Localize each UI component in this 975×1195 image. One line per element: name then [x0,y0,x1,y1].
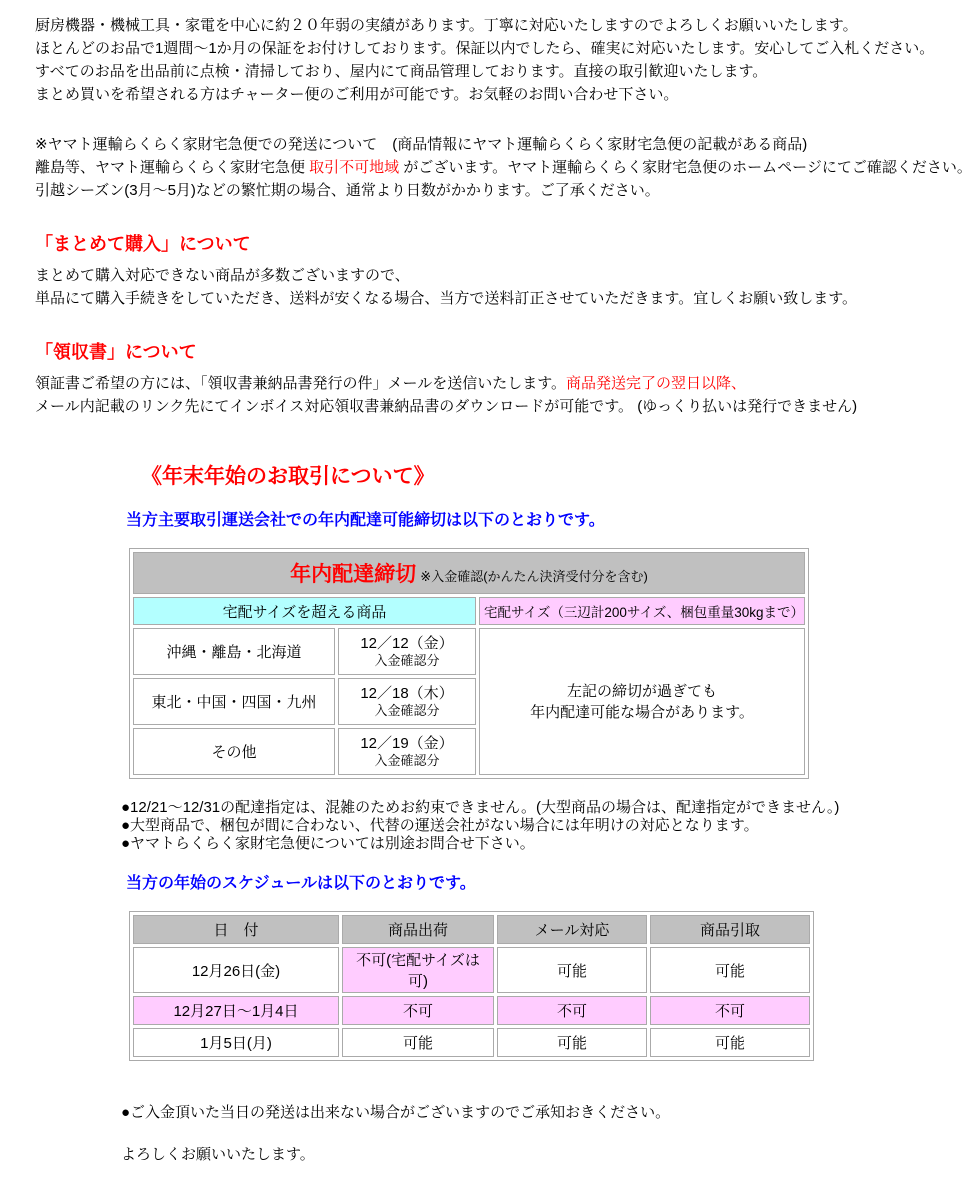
intro-line: すべてのお品を出品前に点検・清掃しており、屋内にて商品管理しております。直接の取引歓迎いたします。 [35,63,768,80]
receipt-text: 領証書ご希望の方には、「領収書兼納品書発行の件」メールを送信いたします。 [35,375,567,392]
new-year-schedule-table [129,911,814,1061]
pickup-status-cell: 可能 [650,1028,810,1057]
parcel-note-line: 年内配達可能な場合があります。 [530,703,754,721]
parcel-size-note-cell [479,628,805,775]
no-service-area-warning: 取引不可地域 [309,159,400,176]
parcel-note-line: 左記の締切が過ぎても [566,682,717,700]
deadline-note: 入金確認分 [374,702,440,718]
shipping-status-cell: 可能 [342,1028,494,1057]
table-subheader-row [133,597,805,625]
deadline-cell [338,678,476,725]
receipt-timing-note: 商品発送完了の翌日以降、 [566,375,747,392]
deadline-date: 12／12（金） [360,634,454,652]
region-cell: その他 [133,728,335,775]
delivery-deadline-table [129,548,809,779]
receipt-paragraph [35,372,975,418]
yamato-note-line: ※ヤマト運輸らくらく家財宅急便での発送について (商品情報にヤマト運輸らくらく家財宅急便の記載がある商品) [35,136,808,153]
column-header-pickup: 商品引取 [650,915,810,944]
deadline-cell [338,728,476,775]
intro-line: 厨房機器・機械工具・家電を中心に約２０年弱の実績があります。丁寧に対応いたしますのでよろしくお願いいたします。 [35,17,858,34]
table-title-cell [133,552,805,594]
pickup-status-cell: 不可 [650,996,810,1025]
schedule-date-cell: 12月27日～1月4日 [133,996,339,1025]
table-row [133,628,805,675]
receipt-heading: 「領収書」について [35,342,197,362]
table-row [133,1028,810,1057]
region-cell: 東北・中国・四国・九州 [133,678,335,725]
intro-paragraph [35,14,975,106]
deadline-date: 12／18（木） [360,684,454,702]
receipt-line [35,372,975,395]
delivery-deadline-lead: 当方主要取引運送会社での年内配達可能締切は以下のとおりです。 [126,512,605,529]
shipping-status-cell: 不可 [342,996,494,1025]
deadline-note: 入金確認分 [374,752,440,768]
deadline-bullet-notes [121,799,975,853]
yearend-section [121,464,975,1165]
table-title: 年内配達締切 [290,563,417,586]
bulk-purchase-line: まとめて購入対応できない商品が多数ございますので、 [35,267,410,284]
bulk-purchase-paragraph [35,264,975,310]
bulk-purchase-line: 単品にて購入手続きをしていただき、送料が安くなる場合、当方で送料訂正させていただきます。宜しくお願い致します。 [35,290,858,307]
receipt-line: メール内記載のリンク先にてインボイス対応領収書兼納品書のダウンロードが可能です。 (ゆっくり払いは発行できません) [35,398,858,415]
table-row [133,947,810,993]
mail-status-cell: 可能 [497,1028,647,1057]
yamato-note-text: がございます。ヤマト運輸らくらく家財宅急便のホームページにてご確認ください。 [399,159,972,176]
deadline-cell [338,628,476,675]
yearend-title: 《年末年始のお取引について》 [141,465,435,488]
intro-line: ほとんどのお品で1週間～1か月の保証をお付けしております。保証以内でしたら、確実に対応いたします。安心してご入札ください。 [35,40,935,57]
shipping-status-cell: 不可(宅配サイズは可) [342,947,494,993]
schedule-date-cell: 12月26日(金) [133,947,339,993]
pickup-status-cell: 可能 [650,947,810,993]
bullet-note: ●大型商品で、梱包が間に合わない、代替の運送会社がない場合には年明けの対応となります。 [121,817,759,834]
mail-status-cell: 不可 [497,996,647,1025]
deadline-date: 12／19（金） [360,734,454,752]
yamato-note-text: 離島等、ヤマト運輸らくらく家財宅急便 [35,159,310,176]
bullet-note: ●12/21～12/31の配達指定は、混雑のためお約束できません。(大型商品の場合は、配達指定ができません。) [121,799,840,816]
deadline-note: 入金確認分 [374,652,440,668]
yamato-note-line: 引越シーズン(3月～5月)などの繁忙期の場合、通常より日数がかかります。ご了承ください。 [35,182,660,199]
oversize-items-header: 宅配サイズを超える商品 [133,597,476,625]
bullet-note: ●ヤマトらくらく家財宅急便については別途お問合せ下さい。 [121,835,535,852]
mail-status-cell: 可能 [497,947,647,993]
yamato-shipping-note [35,133,975,202]
parcel-size-header: 宅配サイズ（三辺計200サイズ、梱包重量30kgまで） [479,597,805,625]
new-year-schedule-lead: 当方の年始のスケジュールは以下のとおりです。 [126,875,476,892]
column-header-date: 日 付 [133,915,339,944]
schedule-date-cell: 1月5日(月) [133,1028,339,1057]
yamato-note-line [35,156,975,179]
table-title-note: ※入金確認(かんたん決済受付分を含む) [420,569,648,584]
bulk-purchase-heading: 「まとめて購入」について [35,234,251,254]
column-header-mail: メール対応 [497,915,647,944]
closing-greeting: よろしくお願いいたします。 [121,1146,315,1163]
table-title-row [133,552,805,594]
intro-line: まとめ買いを希望される方はチャーター便のご利用が可能です。お気軽のお問い合わせ下さい。 [35,86,679,103]
table-header-row [133,915,810,944]
table-row [133,996,810,1025]
column-header-shipping: 商品出荷 [342,915,494,944]
same-day-shipping-note: ●ご入金頂いた当日の発送は出来ない場合がございますのでご承知おきください。 [121,1104,671,1121]
region-cell: 沖縄・離島・北海道 [133,628,335,675]
